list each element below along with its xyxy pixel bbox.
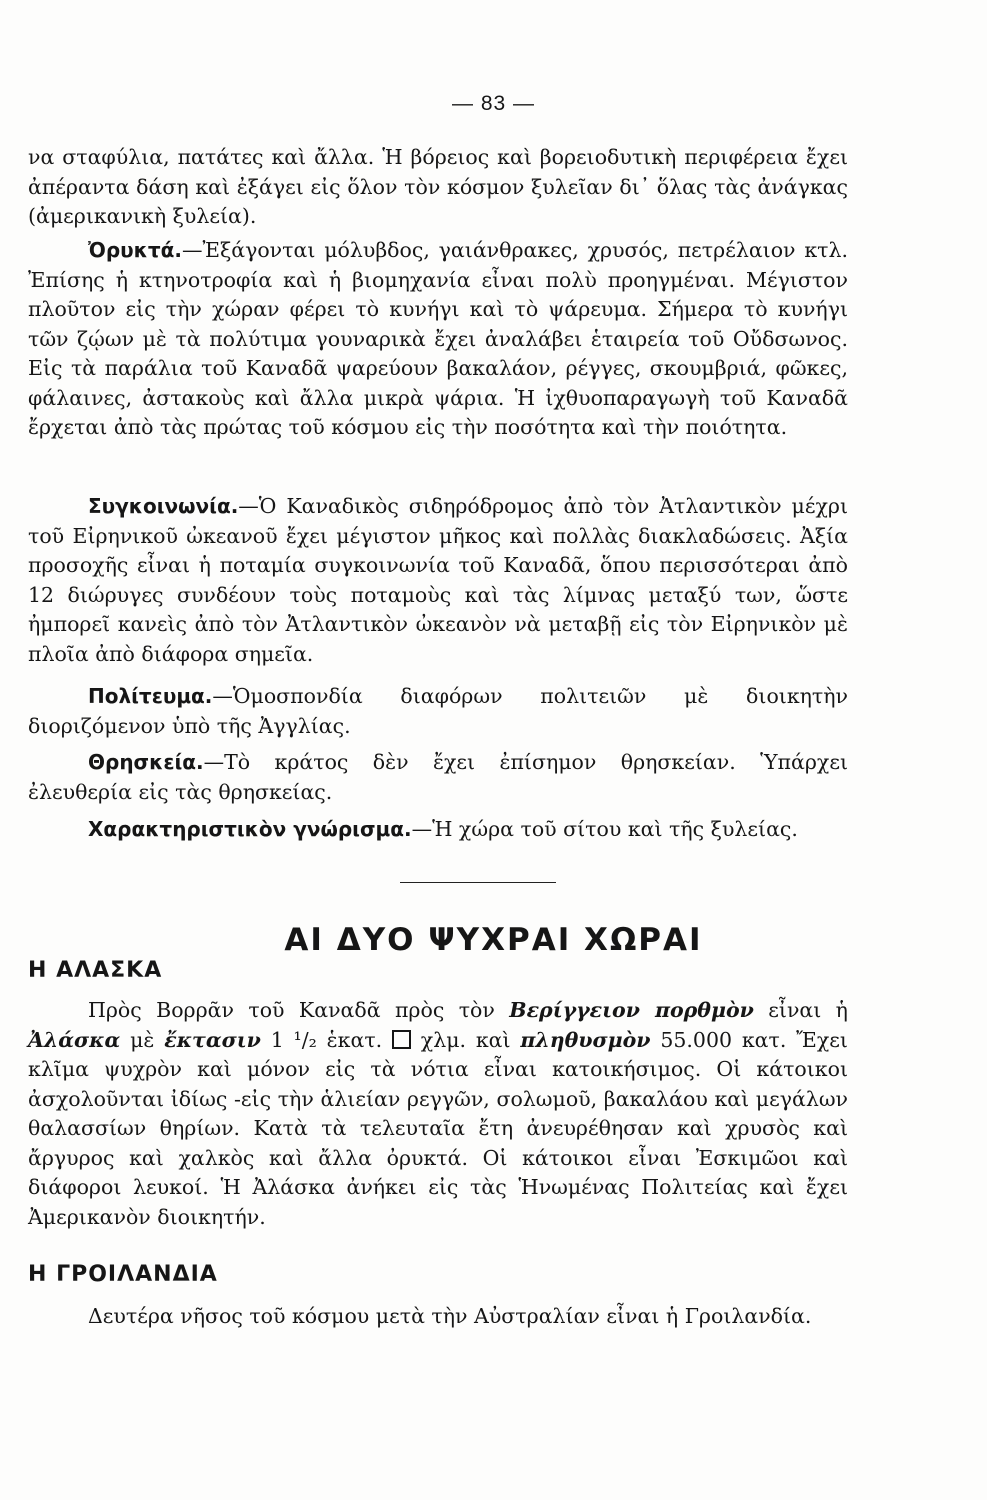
alaska-with: μὲ xyxy=(130,1027,155,1052)
communication-paragraph xyxy=(28,492,848,669)
page-number: — 83 — xyxy=(451,92,536,115)
alaska-intro: Πρὸς Βορρᾶν τοῦ Καναδᾶ πρὸς τὸν xyxy=(88,998,495,1022)
alaska-name: Ἀλάσκα xyxy=(28,1027,121,1052)
intro-paragraph xyxy=(28,143,848,232)
greenland-heading: Η ΓΡΟΙΛΑΝΔΙΑ xyxy=(28,1262,218,1287)
area-label: ἔκτασιν xyxy=(164,1027,261,1052)
greenland-text: Δευτέρα νῆσος τοῦ κόσμου μετὰ τὴν Αὐστραλίαν εἶναι ἡ Γροιλανδία. xyxy=(88,1304,812,1328)
government-paragraph xyxy=(28,682,848,741)
area-value: 1 ¹/₂ ἑκατ. xyxy=(270,1027,383,1052)
religion-heading: Θρησκεία. xyxy=(88,750,204,774)
government-text: —Ὁμοσπονδία διαφόρων πολιτειῶν μὲ διοικητὴν διοριζόμενον ὑπὸ τῆς Ἀγγλίας. xyxy=(28,684,848,738)
population-value: 55.000 κατ. xyxy=(660,1027,787,1052)
bering-strait: Βερίγγειον πορθμὸν xyxy=(509,998,754,1022)
alaska-description: Ἔχει κλῖμα ψυχρὸν καὶ μόνον εἰς τὰ νότια εἶναι κατοικήσιμος. Οἱ κάτοικοι ἀσχολοῦνται ἰδίως -εἰς τὴν ἁλιείαν ρεγγῶν, σολωμοῦ, βακαλάου καὶ μεγάλων θαλασσίων θηρίων. Κατὰ τὰ τελευταῖα ἔτη ἀνευρέθησαν καὶ χρυσὸς καὶ ἄργυρος καὶ χαλκὸς καὶ ἄλλα ὀρυκτά. Οἱ κάτοικοι εἶναι Ἐσκιμῶοι καὶ διάφοροι λευκοί. Ἡ Ἀλάσκα ἀνήκει εἰς τὰς Ἡνωμένας Πολιτείας καὶ ἔχει Ἀμερικανὸν διοικητήν. xyxy=(28,1027,848,1229)
chapter-title: ΑΙ ΔΥΟ ΨΥΧΡΑΙ ΧΩΡΑΙ xyxy=(284,922,703,958)
minerals-paragraph xyxy=(28,236,848,443)
alaska-is: εἶναι ἡ xyxy=(768,998,848,1022)
alaska-paragraph xyxy=(28,996,848,1232)
government-heading: Πολίτευμα. xyxy=(88,684,213,708)
characteristic-heading: Χαρακτηριστικὸν γνώρισμα. xyxy=(88,817,412,841)
communication-heading: Συγκοινωνία. xyxy=(88,494,239,518)
communication-text: —Ὁ Καναδικὸς σιδηρόδρομος ἀπὸ τὸν Ἀτλαντικὸν μέχρι τοῦ Εἰρηνικοῦ ὠκεανοῦ ἔχει μέγιστον μῆκος καὶ πολλὰς διακλαδώσεις. Ἀξία προσοχῆς εἶναι ἡ ποταμία συγκοινωνία τοῦ Καναδᾶ, ὅπου περισσότεραι ἀπὸ 12 διώρυγες συνδέουν τοὺς ποταμοὺς καὶ τὰς λίμνας μεταξύ των, ὥστε ἠμπορεῖ κανεὶς ἀπὸ τὸν Ἀτλαντικὸν ὠκεανὸν νὰ μεταβῇ εἰς τὸν Εἰρηνικὸν μὲ πλοῖα ἀπὸ διάφορα σημεῖα. xyxy=(28,494,848,666)
religion-paragraph xyxy=(28,748,848,807)
characteristic-paragraph xyxy=(28,815,848,845)
characteristic-text: —Ἡ χώρα τοῦ σίτου καὶ τῆς ξυλείας. xyxy=(411,817,798,841)
area-unit: χλμ. καὶ xyxy=(420,1027,511,1052)
section-divider xyxy=(400,882,556,883)
population-label: πληθυσμὸν xyxy=(520,1027,651,1052)
alaska-heading: Η ΑΛΑΣΚΑ xyxy=(28,958,163,983)
greenland-paragraph xyxy=(28,1302,848,1332)
religion-text: —Τὸ κράτος δὲν ἔχει ἐπίσημον θρησκείαν. Ὑπάρχει ἐλευθερία εἰς τὰς θρησκείας. xyxy=(28,750,848,804)
minerals-text: —Ἐξάγονται μόλυβδος, γαιάνθρακες, χρυσός, πετρέλαιον κτλ. Ἐπίσης ἡ κτηνοτροφία καὶ ἡ βιομηχανία εἶναι πολὺ προηγμέναι. Μέγιστον πλοῦτον εἰς τὴν χώραν φέρει τὸ κυνήγι καὶ τὸ ψάρευμα. Σήμερα τὸ κυνήγι τῶν ζῴων μὲ τὰ πολύτιμα γουναρικὰ ἔχει ἀναλάβει ἑταιρεία τοῦ Οὔδσωνος. Εἰς τὰ παράλια τοῦ Καναδᾶ ψαρεύουν βακαλάον, ρέγγες, σκουμβριά, φῶκες, φάλαινες, ἀστακοὺς καὶ ἄλλα μικρὰ ψάρια. Ἡ ἰχθυοπαραγωγὴ τοῦ Καναδᾶ ἔρχεται ἀπὸ τὰς πρώτας τοῦ κόσμου εἰς τὴν ποσότητα καὶ τὴν ποιότητα. xyxy=(28,238,848,439)
square-symbol-icon xyxy=(392,1030,411,1049)
intro-text: να σταφύλια, πατάτες καὶ ἄλλα. Ἡ βόρειος καὶ βορειοδυτικὴ περιφέρεια ἔχει ἀπέραντα δάση καὶ ἐξάγει εἰς ὅλον τὸν κόσμον ξυλεῖαν δι᾽ ὅλας τὰς ἀνάγκας (ἀμερικανικὴ ξυλεία). xyxy=(28,145,848,228)
minerals-heading: Ὀρυκτά. xyxy=(88,238,182,262)
